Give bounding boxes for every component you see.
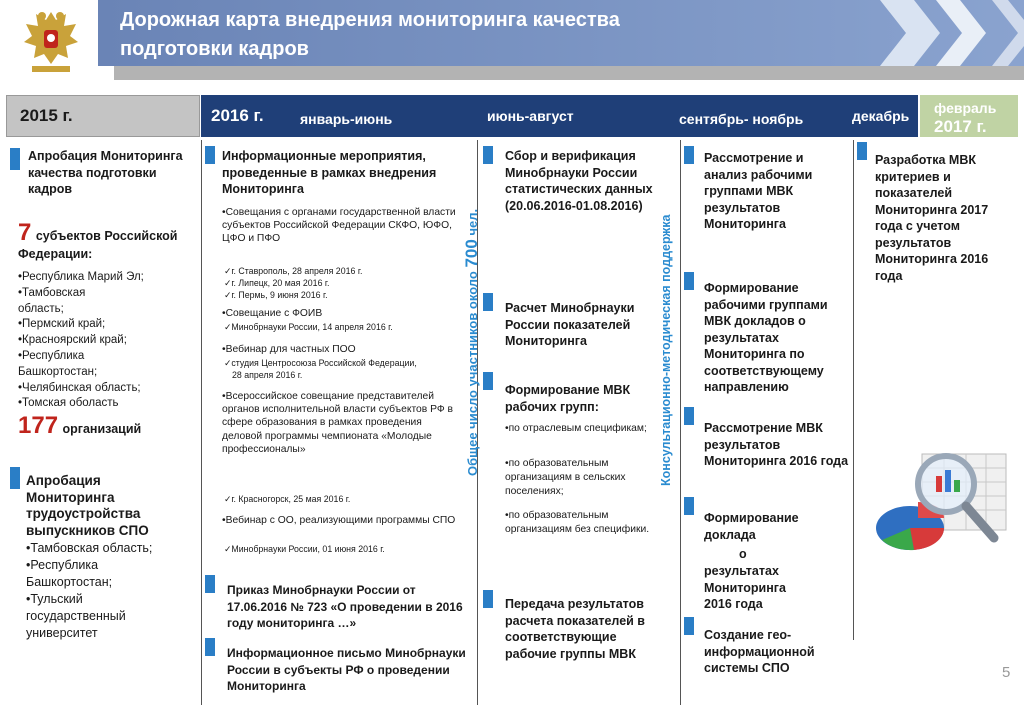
list-item: государственный <box>26 609 126 623</box>
approbation-quality-heading: Апробация Мониторинга качества подготовки кадров <box>28 149 183 196</box>
page-number: 5 <box>1002 664 1011 681</box>
mvk-review-text: Рассмотрение МВК результатов Мониторинга 2016 года <box>704 421 849 468</box>
chevron-arrows-icon <box>880 0 1024 66</box>
divider <box>853 140 854 640</box>
letter-text: Информационное письмо Минобрнауки России в субъекты РФ о проведении Мониторинга <box>227 646 466 693</box>
list-item: •Челябинская область; <box>18 381 141 394</box>
support-vertical: Консультационно-методическая поддержка <box>659 214 673 486</box>
krasnogorsk-detail: ✓г. Красногорск, 25 мая 2016 г. <box>224 494 351 504</box>
item-marker <box>684 407 694 425</box>
month-feb: февраль <box>934 100 997 116</box>
report-results: результатах Мониторинга 2016 года <box>704 564 786 611</box>
group-item: •по образовательным организациям в сельских поселениях; <box>505 458 626 497</box>
list-item: •Республика Марий Эл; <box>18 271 144 283</box>
foiv-item: •Совещание с ФОИВ <box>222 308 323 319</box>
list-item: •Тульский <box>26 592 83 606</box>
all-russia-meeting-item: •Всероссийское совещание представителей органов исполнительной власти субъектов РФ в сфере образования в рамках проведения деловой программы чемпионата «Молодые профессионалы» <box>222 391 454 455</box>
list-item: •Красноярский край; <box>18 334 127 347</box>
list-item: •Тамбовская область; <box>26 541 153 555</box>
transfer-text: Передача результатов расчета показателей в соответствующие рабочие группы МВК <box>505 597 645 661</box>
month-jan-jun: январь-июнь <box>300 111 393 127</box>
list-item: •Тамбовская <box>18 286 86 299</box>
data-collection-text: Сбор и верификация Минобрнауки России статистических данных (20.06.2016-01.08.2016) <box>505 149 653 213</box>
list-item: ✓г. Ставрополь, 28 апреля 2016 г. <box>224 266 363 276</box>
info-events-heading: Информационные мероприятия, проведенные в рамках внедрения Мониторинга <box>222 149 437 196</box>
item-marker <box>684 146 694 164</box>
webinar-private-date: 28 апреля 2016 г. <box>232 370 303 380</box>
item-marker <box>205 575 215 593</box>
list-item: ✓г. Липецк, 20 мая 2016 г. <box>224 278 330 288</box>
title-underline <box>114 66 1024 80</box>
item-marker <box>684 272 694 290</box>
item-marker <box>205 638 215 656</box>
meetings-item: •Совещания с органами государственной власти субъектов Российской Федерации СКФО, ЮФО, ЦФО и ПФО <box>222 207 456 244</box>
list-item: университет <box>26 626 98 640</box>
approbation-employment-heading: Апробация Мониторинга трудоустройства выпускников СПО <box>26 473 149 538</box>
divider <box>680 140 681 705</box>
year-2015: 2015 г. <box>20 106 73 125</box>
geo-system-text: Создание гео-информационной системы СПО <box>704 628 815 675</box>
webinar-spo-detail: ✓Минобрнауки России, 01 июня 2016 г. <box>224 544 385 554</box>
item-marker <box>483 146 493 164</box>
item-marker <box>684 497 694 515</box>
criteria-text: Разработка МВК критериев и показателей Мониторинга 2017 года с учетом результатов Мониторинга 2016 года <box>875 153 989 283</box>
month-jun-aug: июнь-август <box>487 108 574 124</box>
item-marker <box>483 372 493 390</box>
regions-list <box>18 270 200 412</box>
year-2017: 2017 г. <box>934 117 987 136</box>
item-marker <box>10 148 20 170</box>
year-2016: 2016 г. <box>211 106 264 125</box>
item-marker <box>10 467 20 489</box>
page-title: Дорожная карта внедрения мониторинга качества подготовки кадров <box>120 9 620 60</box>
list-item: •Пермский край; <box>18 318 106 331</box>
emblem-icon <box>18 6 84 78</box>
list-item: •Республика <box>18 349 85 362</box>
webinar-private-item: •Вебинар для частных ПОО <box>222 344 356 355</box>
list-item: •Томская оболасть <box>18 397 119 410</box>
calculation-text: Расчет Минобрнауки России показателей Мониторинга <box>505 301 635 348</box>
list-item: область; <box>18 302 64 315</box>
month-dec: декабрь <box>852 108 910 124</box>
foiv-detail: ✓Минобрнауки России, 14 апреля 2016 г. <box>224 322 393 332</box>
group-item: •по образовательным организациям без специфики. <box>505 510 650 535</box>
month-sep-nov: сентябрь- ноябрь <box>679 111 804 127</box>
report-heading: Формирование доклада <box>704 511 799 542</box>
list-item: ✓г. Пермь, 9 июня 2016 г. <box>224 290 328 300</box>
participants-vertical: Общее число участников около 700 чел. <box>462 208 481 476</box>
webinar-spo-item: •Вебинар с ОО, реализующими программы СПО <box>222 515 456 526</box>
list-item: •Республика <box>26 558 99 572</box>
report-o: о <box>739 547 747 561</box>
item-marker <box>205 146 215 164</box>
order-text: Приказ Минобрнауки России от 17.06.2016 № 723 «О проведении в 2016 году мониторинга …» <box>227 583 463 630</box>
item-marker <box>483 590 493 608</box>
meetings-list <box>222 265 462 301</box>
reports-text: Формирование рабочими группами МВК докладов о результатах Мониторинга по соответствующему направлению <box>704 281 828 394</box>
list-item: Башкортостан; <box>26 575 113 589</box>
divider <box>201 140 202 705</box>
item-marker <box>483 293 493 311</box>
group-item: •по отраслевым спецификам; <box>505 423 647 434</box>
list-item: Башкортостан; <box>18 365 98 378</box>
item-marker <box>857 142 867 160</box>
review-text: Рассмотрение и анализ рабочими группами МВК результатов Мониторинга <box>704 151 813 231</box>
webinar-private-detail: ✓студия Центросоюза Российской Федерации, <box>224 358 417 368</box>
employment-regions-list <box>26 540 196 642</box>
organizations-count: 177 организаций <box>18 412 142 439</box>
analytics-icon <box>874 440 1014 570</box>
working-groups-heading: Формирование МВК рабочих групп: <box>505 383 631 414</box>
item-marker <box>684 617 694 635</box>
subjects-count: 7 субъектов Российской Федерации: <box>18 219 178 261</box>
